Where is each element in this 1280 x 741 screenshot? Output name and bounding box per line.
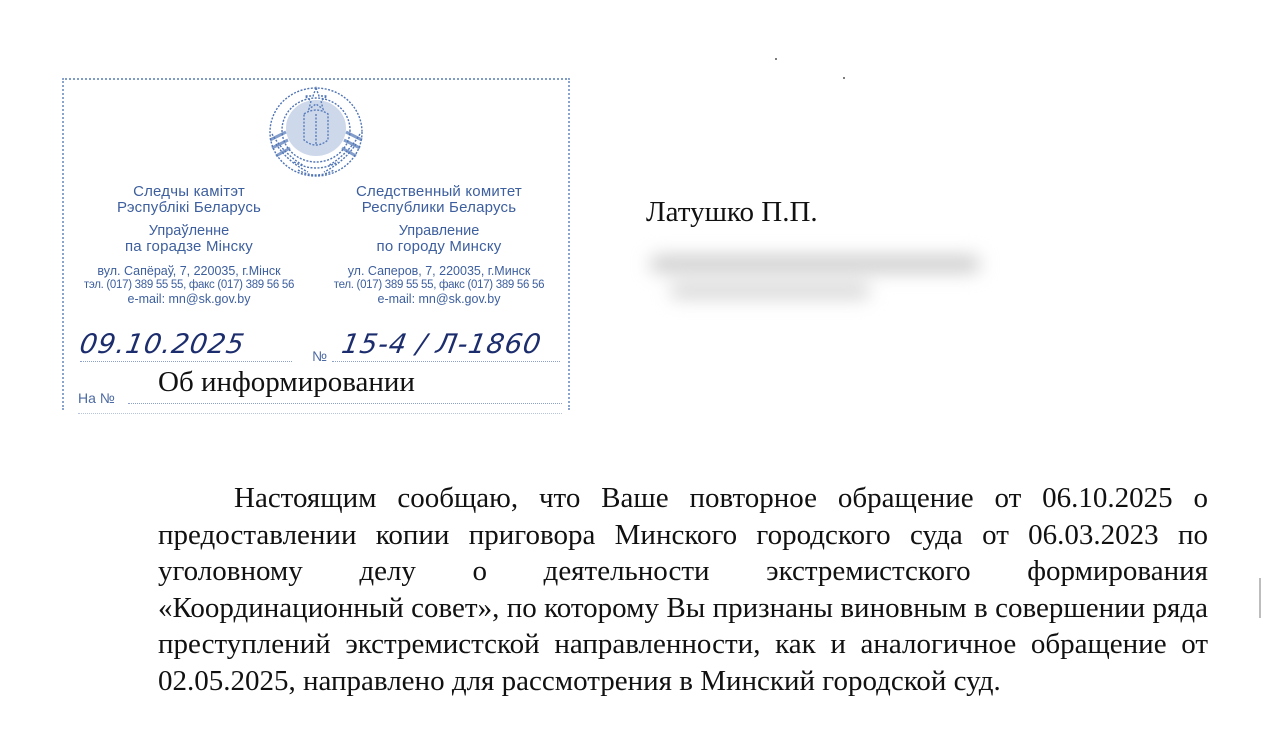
registration-line	[77, 329, 560, 364]
stamp-email: e-mail: mn@sk.gov.by	[377, 292, 501, 307]
dept-name-line2: по городу Минску	[376, 237, 502, 255]
stamp-address: вул. Сапёраў, 7, 220035, г.Мінск	[97, 264, 281, 279]
stamp-address: ул. Саперов, 7, 220035, г.Минск	[347, 264, 531, 279]
reference-label: На №	[78, 390, 115, 406]
stamp-address-block	[314, 264, 564, 306]
bottom-dotted-line	[78, 413, 562, 414]
org-name-line2: Рэспублікі Беларусь	[116, 198, 262, 216]
dept-name-line2: па горадзе Мінску	[124, 237, 253, 255]
registration-number: 15-4 / Л-1860	[339, 329, 545, 360]
reference-underline	[128, 403, 562, 404]
registration-date: 09.10.2025	[77, 329, 248, 360]
letter-subject: Об информировании	[158, 366, 415, 398]
belarus-coat-of-arms-icon	[264, 84, 368, 182]
scan-speck	[843, 77, 845, 79]
stamp-phone: тел. (017) 389 55 55, факс (017) 389 56 56	[333, 278, 545, 291]
stamp-column-belarusian	[64, 184, 314, 306]
letterhead-stamp	[62, 78, 570, 410]
org-name-line2: Республики Беларусь	[361, 198, 517, 216]
addressee-name: Латушко П.П.	[646, 196, 818, 228]
scan-edge-mark	[1259, 578, 1261, 618]
org-name-line1: Следчы камітэт	[133, 183, 245, 200]
org-name-line1: Следственный комитет	[356, 183, 522, 200]
stamp-email: e-mail: mn@sk.gov.by	[127, 292, 251, 307]
redacted-address	[650, 252, 990, 304]
scan-speck	[775, 58, 777, 60]
stamp-address-block	[64, 264, 314, 306]
stamp-column-russian	[314, 184, 564, 306]
number-underline	[332, 361, 560, 362]
letter-body-paragraph: Настоящим сообщаю, что Ваше повторное обращение от 06.10.2025 о предоставлении копии приговора Минского городского суда от 06.03.2023 по уголовному делу о деятельности экстремистского формирования «Координационный совет», по которому Вы признаны виновным в совершении ряда преступлений экстремистской направленности, как и аналогичное обращение от 02.05.2025, направлено для рассмотрения в Минский городской суд.	[158, 482, 1208, 697]
dept-name-line1: Упраўленне	[148, 222, 230, 239]
number-label: №	[312, 348, 328, 364]
dept-name-line1: Управление	[398, 222, 480, 239]
stamp-phone: тэл. (017) 389 55 55, факс (017) 389 56 56	[83, 278, 295, 291]
date-underline	[80, 361, 292, 362]
